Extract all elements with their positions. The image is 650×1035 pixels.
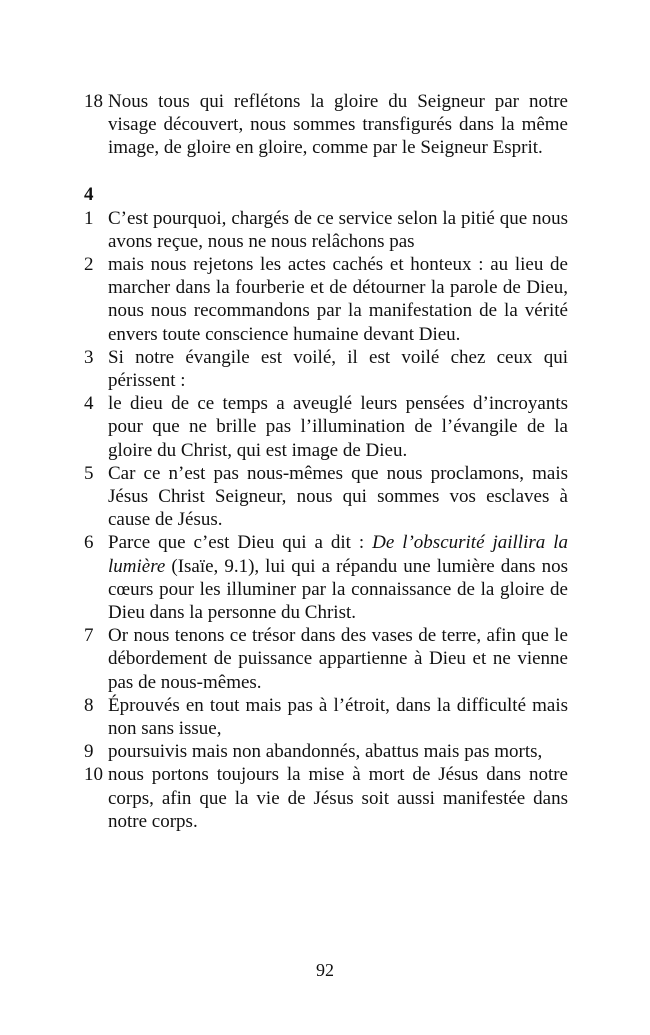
verse-number: 10 <box>84 764 103 786</box>
verse-number: 2 <box>84 254 94 276</box>
verse-6-lead: Parce que c’est Dieu qui a dit : <box>108 532 373 554</box>
verse-6 <box>84 531 568 624</box>
scripture-quote: De l’obscurité jaillira la lumière <box>108 532 568 577</box>
verse-6-rest: (Isaïe, 9.1), lui qui a répandu une lumière dans nos cœurs pour les illuminer par la connaissance de la gloire de Dieu dans la personne du Christ. <box>108 555 568 624</box>
verse-number: 6 <box>84 532 94 554</box>
verse-7 <box>84 624 568 694</box>
page-number: 92 <box>316 960 334 980</box>
verse-number: 8 <box>84 694 94 716</box>
verse-3 <box>84 346 568 392</box>
verse-text: Si notre évangile est voilé, il est voilé chez ceux qui périssent : <box>108 346 568 392</box>
verse-number: 4 <box>84 393 94 415</box>
verse-text <box>108 531 568 624</box>
verse-number: 3 <box>84 346 94 368</box>
verse-number: 1 <box>84 207 94 229</box>
verse-text: poursuivis mais non abandonnés, abattus mais pas morts, <box>108 741 543 763</box>
verse-number: 7 <box>84 625 94 647</box>
verse-10 <box>84 763 568 833</box>
verse-18 <box>84 90 568 160</box>
verse-text: Car ce n’est pas nous-mêmes que nous proclamons, mais Jésus Christ Seigneur, nous qui sommes vos esclaves à cause de Jésus. <box>108 462 568 531</box>
verse-number: 18 <box>84 91 103 112</box>
chapter-heading: 4 <box>84 183 94 205</box>
page-body <box>84 90 568 833</box>
verse-8 <box>84 694 568 740</box>
verse-9 <box>84 740 568 763</box>
verse-2 <box>84 253 568 346</box>
verse-text: mais nous rejetons les actes cachés et honteux : au lieu de marcher dans la fourberie et de détourner la parole de Dieu, nous nous recommandons par la manifestation de la vérité envers toute conscience humaine devant Dieu. <box>108 254 568 345</box>
verse-number: 5 <box>84 462 94 484</box>
verse-text: le dieu de ce temps a aveuglé leurs pensées d’incroyants pour que ne brille pas l’illumination de l’évangile de la gloire du Christ, qui est image de Dieu. <box>108 393 568 461</box>
verse-4 <box>84 392 568 462</box>
verse-5 <box>84 462 568 532</box>
verse-text: nous portons toujours la mise à mort de Jésus dans notre corps, afin que la vie de Jésus soit aussi manifestée dans notre corps. <box>108 764 568 832</box>
verse-text: Nous tous qui reflétons la gloire du Seigneur par notre visage découvert, nous sommes transfigurés dans la même image, de gloire en gloire, comme par le Seigneur Esprit. <box>108 91 568 159</box>
verse-text: Or nous tenons ce trésor dans des vases de terre, afin que le débordement de puissance appartienne à Dieu et ne vienne pas de nous-mêmes. <box>108 625 568 693</box>
verse-text: Éprouvés en tout mais pas à l’étroit, dans la difficulté mais non sans issue, <box>108 694 568 740</box>
verse-text: C’est pourquoi, chargés de ce service selon la pitié que nous avons reçue, nous ne nous relâchons pas <box>108 207 568 252</box>
verse-1 <box>84 207 568 253</box>
verse-number: 9 <box>84 741 94 763</box>
